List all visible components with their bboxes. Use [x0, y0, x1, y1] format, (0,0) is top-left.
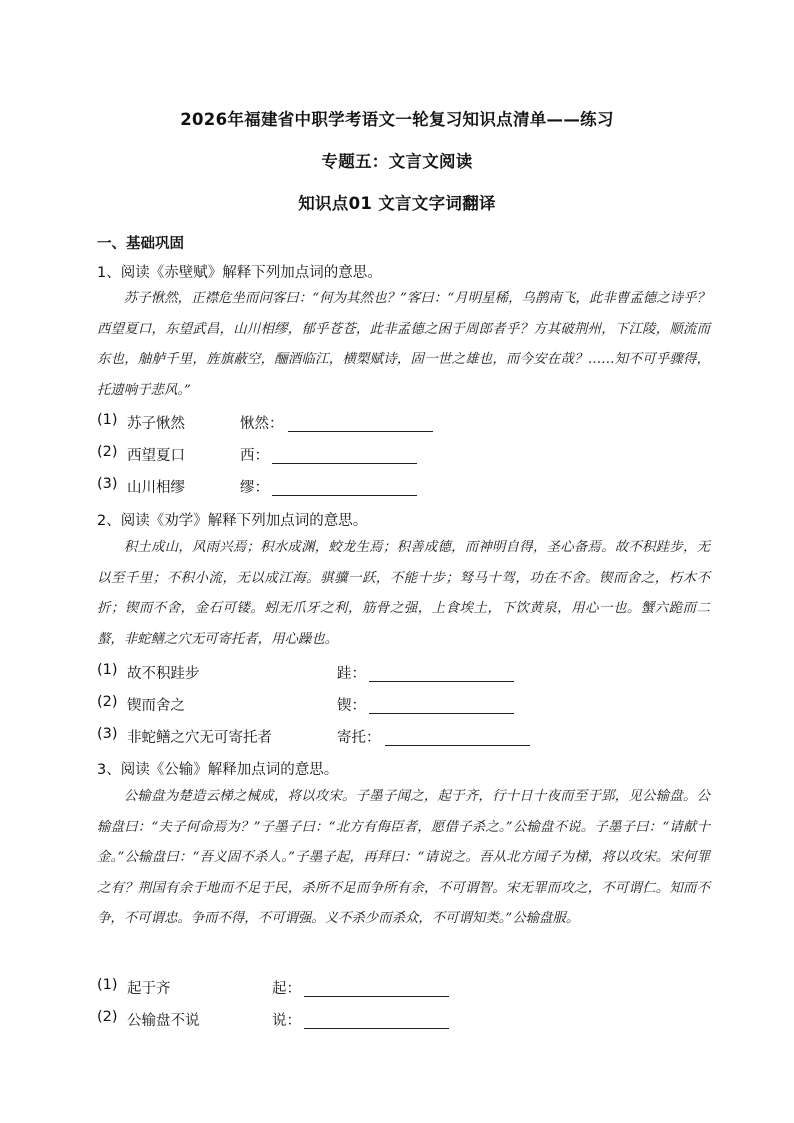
item-text: 起于齐	[127, 981, 171, 997]
answer-label: 锲：	[337, 698, 366, 714]
section-heading: 一、基础巩固	[97, 236, 184, 252]
item-text: 山川相缪	[127, 480, 185, 496]
question-1-passage: 苏子愀然，正襟危坐而问客曰：“何为其然也？”客曰：“月明星稀，乌鹊南飞，此非曹孟德之诗乎？西望夏口，东望武昌，山川相缪，郁乎苍苍，此非孟德之困于周郎者乎？方其破荆州，下江陵，顺流而东也，舳舻千里，旌旗蔽空，酾酒临江，横槊赋诗，固一世之雄也，而今安在哉？……知不可乎骤得，托遗响于悲风。”	[97, 291, 710, 398]
item-text: 苏子愀然	[127, 416, 185, 432]
item-number: (2)	[97, 444, 118, 460]
item-text: 锲而舍之	[127, 698, 185, 714]
item-text: 非蛇鳝之穴无可寄托者	[127, 730, 272, 746]
answer-blank[interactable]	[385, 745, 530, 746]
answer-blank[interactable]	[272, 495, 417, 496]
answer-blank[interactable]	[304, 1028, 449, 1029]
answer-label: 西：	[240, 448, 269, 464]
item-number: (3)	[97, 726, 118, 742]
item-number: (1)	[97, 412, 118, 428]
answer-label: 愀然：	[240, 416, 284, 432]
answer-blank[interactable]	[304, 996, 449, 997]
item-number: (1)	[97, 662, 118, 678]
topic-subtitle: 专题五：文言文阅读	[321, 152, 473, 171]
question-2-passage: 积土成山，风雨兴焉；积水成渊，蛟龙生焉；积善成德，而神明自得，圣心备焉。故不积跬步，无以至千里；不积小流，无以成江海。骐骥一跃，不能十步；驽马十驾，功在不舍。锲而舍之，朽木不折；锲而不舍，金石可镂。蚓无爪牙之利，筋骨之强，上食埃土，下饮黄泉，用心一也。蟹六跪而二螯，非蛇鳝之穴无可寄托者，用心躁也。	[97, 540, 710, 647]
item-number: (3)	[97, 476, 118, 492]
question-3-heading: 3、阅读《公输》解释加点词的意思。	[97, 762, 339, 778]
answer-blank[interactable]	[369, 681, 514, 682]
document-title: 2026年福建省中职学考语文一轮复习知识点清单——练习	[180, 110, 614, 129]
answer-label: 跬：	[337, 666, 366, 682]
answer-blank[interactable]	[369, 713, 514, 714]
answer-blank[interactable]	[288, 431, 433, 432]
question-3-passage: 公输盘为楚造云梯之械成，将以攻宋。子墨子闻之，起于齐，行十日十夜而至于郢，见公输盘。公输盘曰：“夫子何命焉为？”子墨子曰：“北方有侮臣者，愿借子杀之。”公输盘不说。子墨子曰：“请献十金。”公输盘曰：“吾义固不杀人。”子墨子起，再拜曰：“请说之。吾从北方闻子为梯，将以攻宋。宋何罪之有？荆国有余于地而不足于民，杀所不足而争所有余，不可谓智。宋无罪而攻之，不可谓仁。知而不争，不可谓忠。争而不得，不可谓强。义不杀少而杀众，不可谓知类。”公输盘服。	[97, 789, 710, 926]
item-number: (2)	[97, 694, 118, 710]
knowledge-point-title: 知识点01 文言文字词翻译	[298, 194, 496, 213]
question-1-heading: 1、阅读《赤壁赋》解释下列加点词的意思。	[97, 265, 382, 281]
item-text: 公输盘不说	[127, 1013, 200, 1029]
item-number: (2)	[97, 1009, 118, 1025]
answer-label: 寄托：	[337, 730, 381, 746]
answer-blank[interactable]	[272, 463, 417, 464]
answer-label: 缪：	[240, 480, 269, 496]
question-2-heading: 2、阅读《劝学》解释下列加点词的意思。	[97, 513, 368, 529]
item-number: (1)	[97, 977, 118, 993]
item-text: 西望夏口	[127, 448, 185, 464]
answer-label: 起：	[272, 981, 301, 997]
answer-label: 说：	[272, 1013, 301, 1029]
item-text: 故不积跬步	[127, 666, 200, 682]
